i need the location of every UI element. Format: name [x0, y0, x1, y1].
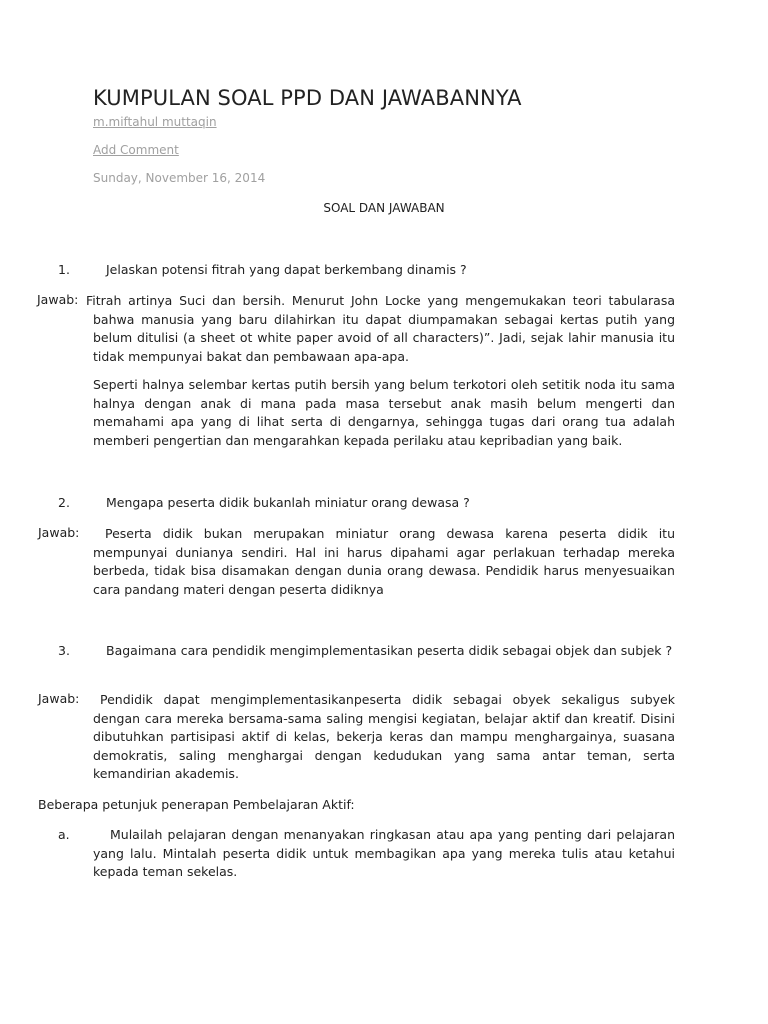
author-link[interactable]: m.miftahul muttaqin — [93, 115, 217, 129]
tip-a-label: a. — [58, 827, 70, 842]
question-3-number: 3. — [58, 643, 70, 658]
tips-intro: Beberapa petunjuk penerapan Pembelajaran Aktif: — [38, 797, 355, 812]
add-comment-link[interactable]: Add Comment — [93, 143, 179, 157]
question-1-number: 1. — [58, 262, 70, 277]
question-2-number: 2. — [58, 495, 70, 510]
question-2-answer: Peserta didik bukan merupakan miniatur orang dewasa karena peserta didik itu mempunyai dunianya sendiri. Hal ini harus dipahami agar perlakuan terhadap mereka berbeda, tidak bisa disamakan dengan dunia orang dewasa. Pendidik harus menyesuaikan cara pandang materi dengan peserta didiknya — [93, 526, 675, 597]
post-date: Sunday, November 16, 2014 — [93, 171, 266, 185]
question-2-answer-label: Jawab: — [38, 525, 80, 540]
question-3-answer: Pendidik dapat mengimplementasikanpeserta didik sebagai obyek sekaligus subyek dengan cara mereka bersama-sama saling mengisi kegiatan, belajar aktif dan kreatif. Disini dibutuhkan partisipasi aktif di kelas, bekerja keras dan mampu menghargainya, suasana demokratis, saling menghargai dengan kedudukan yang sama antar teman, serta kemandirian akademis. — [93, 692, 675, 782]
section-heading: SOAL DAN JAWABAN — [323, 201, 445, 215]
question-1-answer-label: Jawab: — [37, 292, 79, 307]
tip-a-text: Mulailah pelajaran dengan menanyakan ringkasan atau apa yang penting dari pelajaran yang lalu. Mintalah peserta didik untuk membagikan apa yang mereka tulis atau ketahui kepada teman sekelas. — [93, 827, 675, 880]
question-1-answer-p2: Seperti halnya selembar kertas putih bersih yang belum terkotori oleh setitik noda itu sama halnya dengan anak di mana pada masa tersebut anak masih belum mengerti dan memahami apa yang di lihat serta di dengarnya, sehingga tugas dari orang tua adalah memberi pengertian dan mengarahkan kepada perilaku atau kepribadian yang baik. — [93, 377, 675, 448]
question-2-text: Mengapa peserta didik bukanlah miniatur orang dewasa ? — [106, 495, 470, 510]
question-3-answer-label: Jawab: — [38, 691, 80, 706]
question-1-answer-p1: Fitrah artinya Suci dan bersih. Menurut John Locke yang mengemukakan teori tabularasa bahwa manusia yang baru dilahirkan itu dapat diumpamakan sebagai kertas putih yang belum ditulisi (a sheet ot white paper avoid of all characters)”. Jadi, sejak lahir manusia itu tidak mempunyai bakat dan pembawaan apa-apa. — [86, 293, 675, 364]
page-title: KUMPULAN SOAL PPD DAN JAWABANNYA — [93, 86, 522, 110]
question-1-text: Jelaskan potensi fitrah yang dapat berkembang dinamis ? — [106, 262, 467, 277]
question-3-text: Bagaimana cara pendidik mengimplementasikan peserta didik sebagai objek dan subjek ? — [106, 643, 673, 658]
